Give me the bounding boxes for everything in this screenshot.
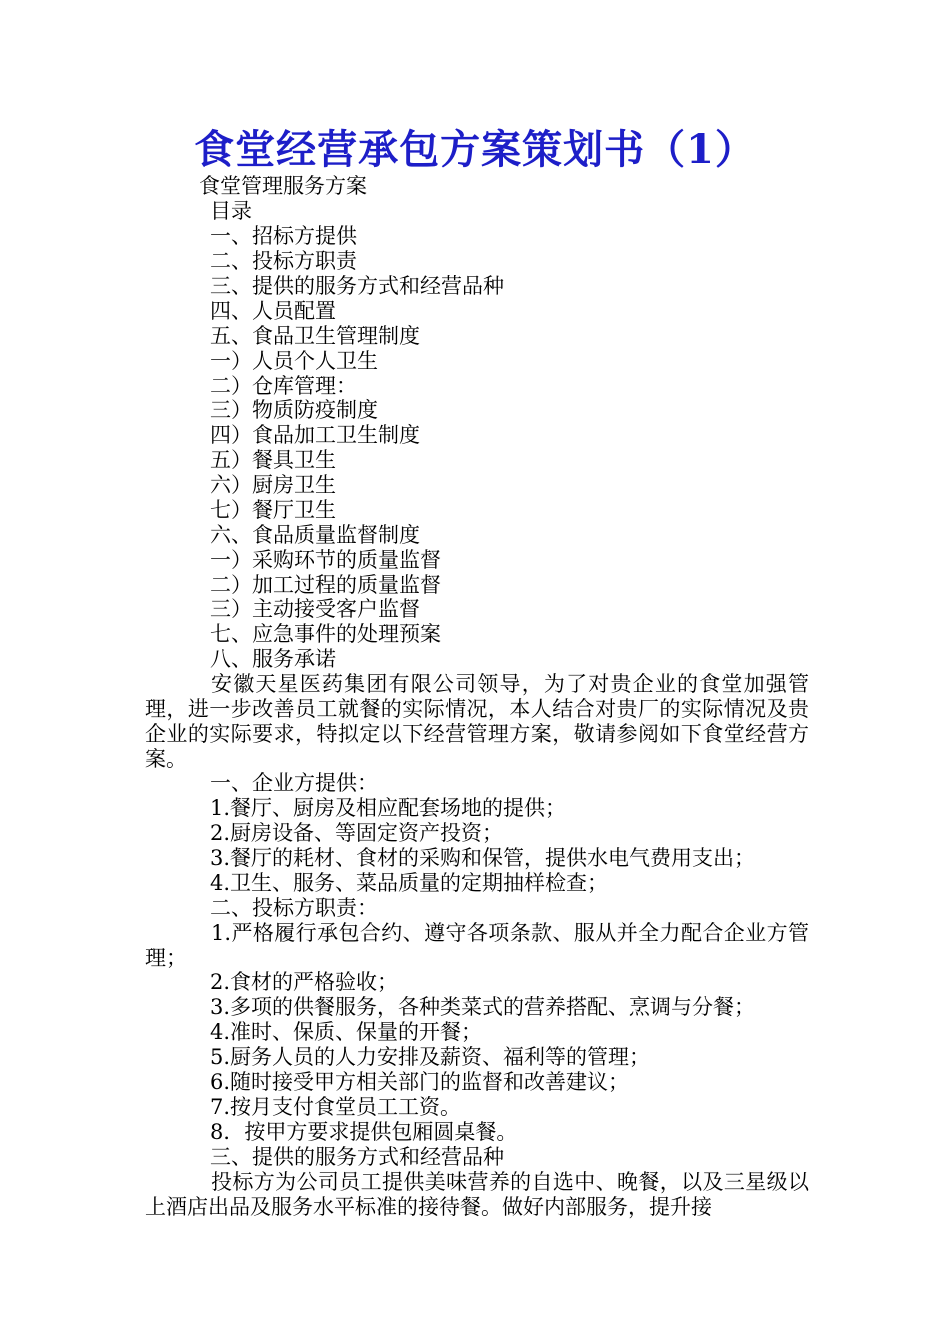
intro-paragraph: 安徽天星医药集团有限公司领导，为了对贵企业的食堂加强管理，进一步改善员工就餐的实际情况，本人结合对贵厂的实际情况及贵企业的实际要求，特拟定以下经营管理方案，敬请参阅如下食堂经营方案。 [145,672,809,771]
toc-item: 一）采购环节的质量监督 [210,548,441,572]
document-title: 食堂经营承包方案策划书（1） [194,126,756,173]
toc-item: 二、投标方职责 [210,249,357,273]
toc-item: 二）加工过程的质量监督 [210,573,441,597]
section1-item: 3.餐厅的耗材、食材的采购和保管，提供水电气费用支出； [210,846,756,870]
toc-item: 八、服务承诺 [210,647,336,671]
toc-item: 五）餐具卫生 [210,448,336,472]
toc-item: 三）主动接受客户监督 [210,597,420,621]
section1-item: 4.卫生、服务、菜品质量的定期抽样检查； [210,871,609,895]
toc-item: 三）物质防疫制度 [210,398,378,422]
section2-item: 1.严格履行承包合约、遵守各项条款、服从并全力配合企业方管理； [145,921,809,970]
section2-item: 7.按月支付食堂员工工资。 [210,1095,462,1119]
toc-heading: 目录 [210,199,252,223]
section3-heading: 三、提供的服务方式和经营品种 [210,1145,504,1169]
section2-item: 5.厨务人员的人力安排及薪资、福利等的管理； [210,1045,651,1069]
section2-heading: 二、投标方职责： [210,896,378,920]
section3-paragraph: 投标方为公司员工提供美味营养的自选中、晚餐，以及三星级以上酒店出品及服务水平标准的接待餐。做好内部服务，提升接 [145,1170,809,1219]
toc-item: 四、人员配置 [210,299,336,323]
section2-item: 4.准时、保质、保量的开餐； [210,1020,483,1044]
toc-item: 五、食品卫生管理制度 [210,324,420,348]
toc-item: 二）仓库管理： [210,374,357,398]
section1-item: 1.餐厅、厨房及相应配套场地的提供； [210,796,567,820]
toc-item: 六、食品质量监督制度 [210,523,420,547]
section2-item: 3.多项的供餐服务，各种类菜式的营养搭配、烹调与分餐； [210,995,756,1019]
toc-item: 三、提供的服务方式和经营品种 [210,274,504,298]
section1-heading: 一、企业方提供： [210,771,378,795]
toc-item: 四）食品加工卫生制度 [210,423,420,447]
toc-item: 七）餐厅卫生 [210,498,336,522]
section2-item: 6.随时接受甲方相关部门的监督和改善建议； [210,1070,630,1094]
section2-item: 8．按甲方要求提供包厢圆桌餐。 [210,1120,518,1144]
toc-item: 一、招标方提供 [210,224,357,248]
toc-item: 一）人员个人卫生 [210,349,378,373]
document-subtitle: 食堂管理服务方案 [199,174,367,198]
section1-item: 2.厨房设备、等固定资产投资； [210,821,504,845]
section2-item: 2.食材的严格验收； [210,970,399,994]
toc-item: 六）厨房卫生 [210,473,336,497]
toc-item: 七、应急事件的处理预案 [210,622,441,646]
